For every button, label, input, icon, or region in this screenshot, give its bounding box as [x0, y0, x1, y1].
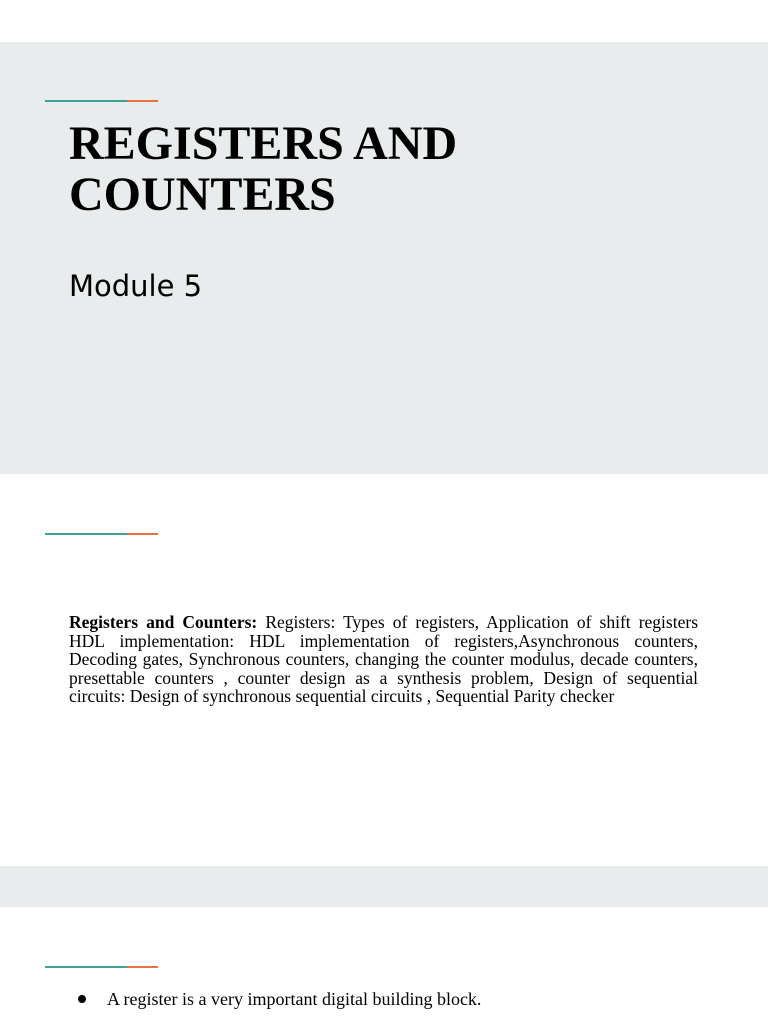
accent-line	[45, 966, 158, 968]
bullet-slide	[0, 907, 768, 1024]
accent-line-teal	[45, 966, 127, 968]
syllabus-lead: Registers and Counters:	[69, 612, 258, 632]
accent-line-orange	[127, 966, 158, 968]
syllabus-body: Registers: Types of registers, Application of shift registers HDL implementation: HDL implementation of registers,Asynchronous counters, Decoding gates, Synchronous counters, changing the counter modulus, decade counters, presettable counters , counter design as a synthesis problem, Design of sequential circuits: Design of synchronous sequential circuits , Sequential Parity checker	[69, 612, 699, 707]
accent-line-teal	[45, 533, 127, 535]
accent-line	[45, 100, 158, 102]
syllabus-slide	[0, 474, 768, 866]
syllabus-paragraph	[69, 613, 698, 706]
accent-line-teal	[45, 100, 127, 102]
accent-line-orange	[127, 533, 158, 535]
bullet-list	[78, 988, 481, 1010]
list-item-text: A register is a very important digital building block.	[107, 989, 482, 1009]
slide-title: REGISTERS AND COUNTERS	[69, 117, 458, 221]
title-slide	[0, 42, 768, 474]
accent-line-orange	[127, 100, 158, 102]
list-item	[78, 988, 481, 1010]
bullet-icon	[78, 995, 86, 1003]
slide-subtitle: Module 5	[69, 269, 203, 303]
top-margin	[0, 0, 768, 42]
accent-line	[45, 533, 158, 535]
slide-divider	[0, 866, 768, 907]
